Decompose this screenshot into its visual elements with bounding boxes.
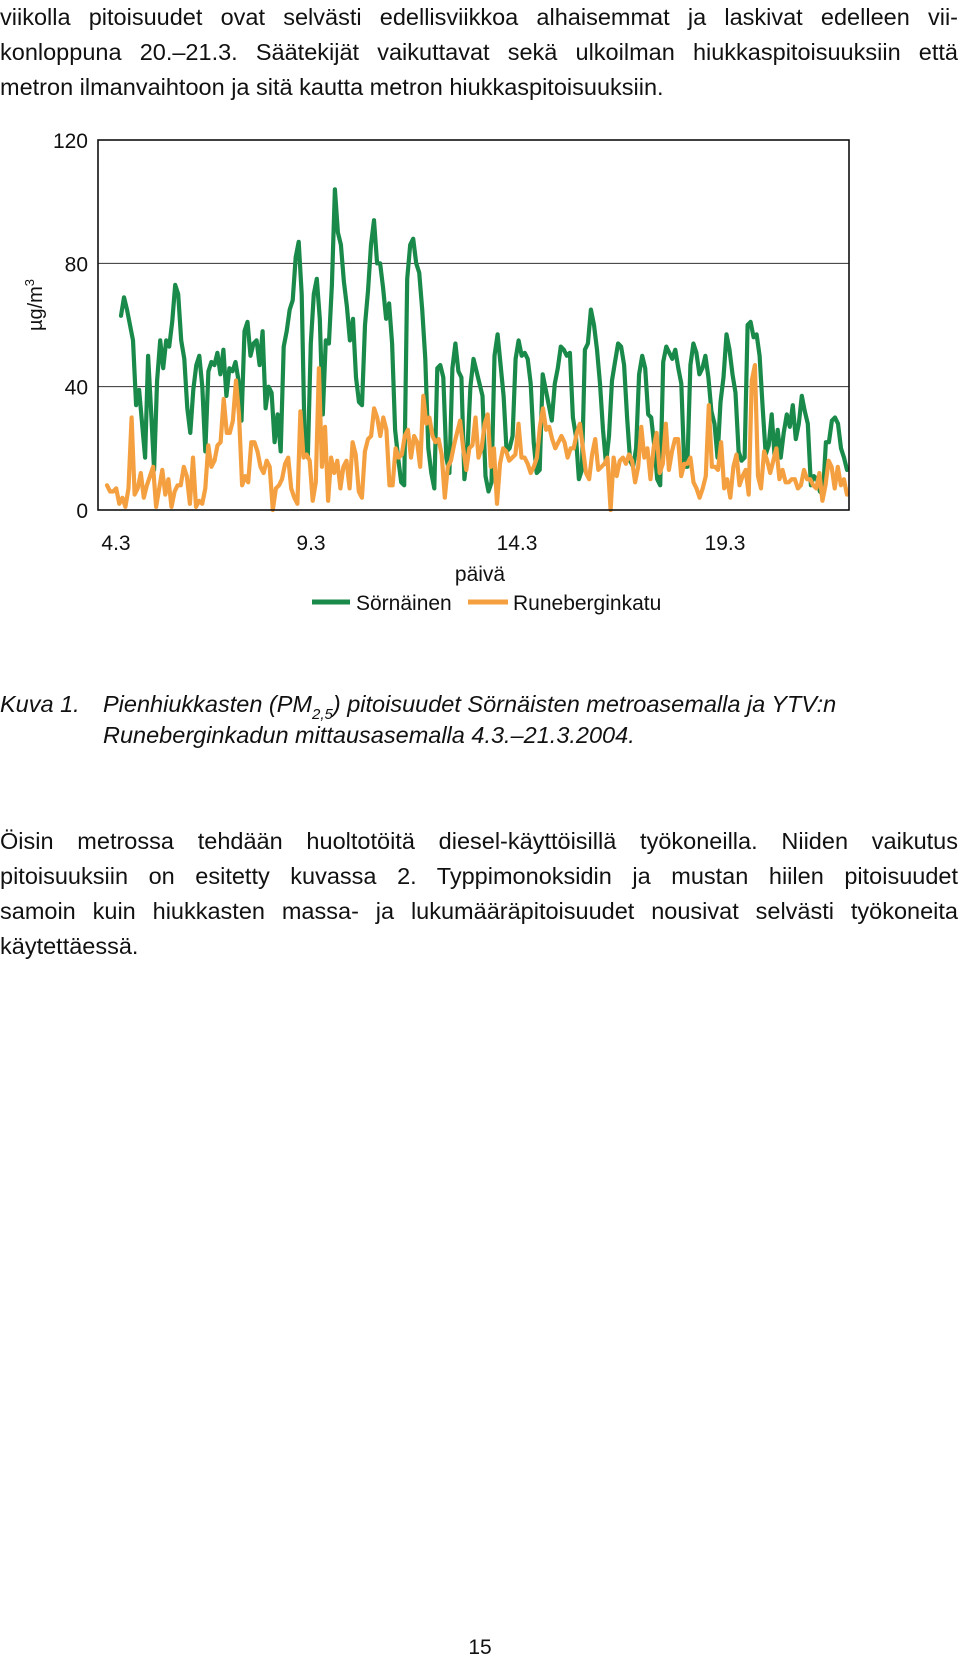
y-axis-ticks bbox=[53, 130, 88, 523]
pm-subscript: 2,5 bbox=[312, 706, 333, 723]
caption-line-1: Pienhiukkasten $(PM_{2,5})$ pitoisuudet Sörnäisten metroasemalla ja YTV:n bbox=[103, 691, 837, 723]
body-paragraph bbox=[0, 824, 958, 964]
text-line: pitoisuuksiin on esitetty kuvassa 2. Typpimonoksidin ja mustan hiilen pitoisuudet bbox=[0, 863, 958, 889]
legend-label: Runeberginkatu bbox=[513, 592, 662, 615]
x-axis-ticks bbox=[101, 532, 745, 555]
pm25-line-chart bbox=[0, 128, 960, 658]
y-tick-label: 80 bbox=[64, 253, 88, 277]
x-tick-label: 9.3 bbox=[296, 532, 326, 555]
chart-legend bbox=[312, 592, 661, 615]
text-line: Öisin metrossa tehdään huoltotöitä diesel-käyttöisillä työkoneilla. Niiden vaikutus bbox=[0, 828, 958, 854]
chart-series bbox=[107, 189, 847, 510]
text-line: samoin kuin hiukkasten massa- ja lukumääräpitoisuudet nousivat selvästi työkoneita bbox=[0, 898, 958, 924]
y-tick-label: 120 bbox=[52, 130, 88, 153]
y-tick-label: 40 bbox=[64, 376, 88, 400]
text-line: konloppuna 20.–21.3. Säätekijät vaikuttavat sekä ulkoilman hiukkaspitoisuuksiin että bbox=[0, 39, 958, 65]
y-tick-label: 0 bbox=[76, 500, 88, 523]
x-tick-label: 14.3 bbox=[496, 532, 538, 555]
y-axis-label: $\mu g/m^3$ bbox=[22, 278, 47, 332]
x-tick-label: 4.3 bbox=[101, 532, 131, 555]
caption-line-2: Runeberginkadun mittausasemalla 4.3.–21.3.2004. bbox=[103, 722, 635, 748]
legend-label: Sörnäinen bbox=[356, 592, 452, 615]
intro-paragraph bbox=[0, 0, 958, 105]
caption-label: Kuva 1. bbox=[0, 691, 80, 717]
x-axis-label: päivä bbox=[454, 563, 506, 586]
x-tick-label: 19.3 bbox=[704, 532, 746, 555]
legend-item-runeberginkatu bbox=[468, 592, 661, 615]
series-line-sornainen bbox=[121, 189, 847, 494]
page-number: 15 bbox=[468, 1636, 492, 1659]
text-line: viikolla pitoisuudet ovat selvästi edellisviikkoa alhaisemmat ja laskivat edelleen vii- bbox=[0, 4, 958, 30]
text-line: käytettäessä. bbox=[0, 933, 139, 959]
legend-item-sornainen bbox=[312, 592, 452, 615]
text-line: metron ilmanvaihtoon ja sitä kautta metron hiukkaspitoisuuksiin. bbox=[0, 74, 664, 100]
